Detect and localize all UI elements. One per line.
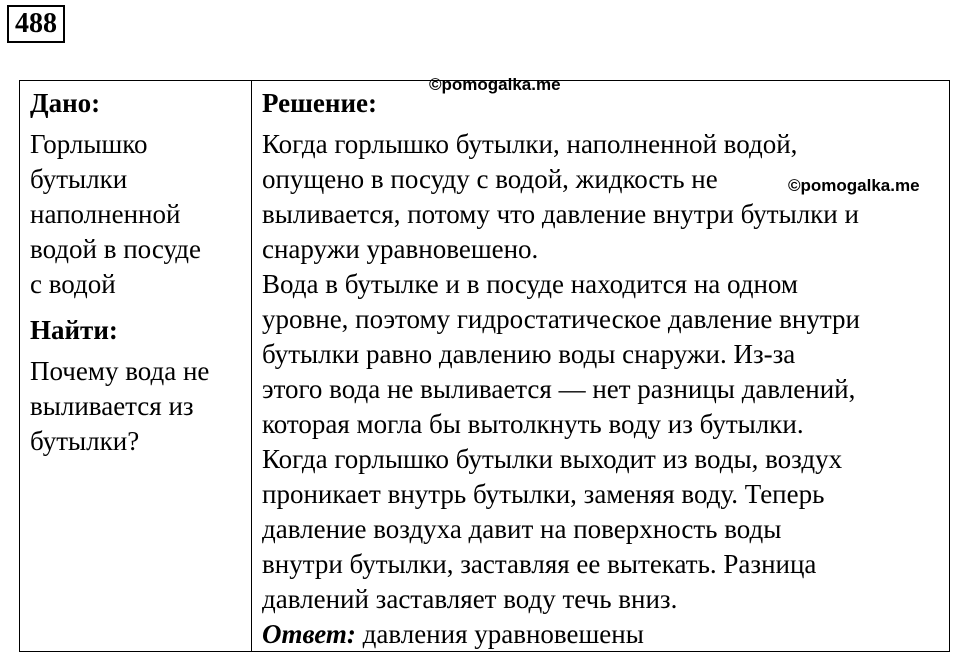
solution-line: этого вода не выливается — нет разницы давлений, (262, 374, 856, 404)
solution-line: Когда горлышко бутылки выходит из воды, воздух (262, 444, 843, 474)
solution-line: выливается, потому что давление внутри бутылки и (262, 199, 859, 229)
answer-text: давления уравновешены (355, 619, 644, 649)
find-line: бутылки? (30, 426, 140, 456)
find-text (30, 354, 241, 459)
solution-line: бутылки равно давлению воды снаружи. Из-за (262, 339, 796, 369)
solution-line: Вода в бутылке и в посуде находится на одном (262, 269, 798, 299)
given-line: Горлышко (30, 129, 148, 159)
answer-label: Ответ: (262, 619, 356, 649)
problem-number: 488 (7, 5, 65, 43)
solution-line: которая могла бы вытолкнуть воду из бутылки. (262, 409, 804, 439)
solution-line: давлений заставляет воду течь вниз. (262, 584, 678, 614)
watermark-middle: ©pomogalka.me (788, 176, 920, 195)
solution-column (252, 81, 949, 651)
given-line: водой в посуде (30, 234, 201, 264)
solution-line: давление воздуха давит на поверхность воды (262, 514, 782, 544)
given-heading: Дано: (30, 88, 101, 118)
solution-line: уровне, поэтому гидростатическое давление внутри (262, 304, 860, 334)
find-heading: Найти: (30, 315, 118, 345)
given-column (20, 81, 252, 651)
solution-line: снаружи уравновешено. (262, 234, 539, 264)
solution-line: опущено в посуду с водой, жидкость не (262, 164, 718, 194)
given-line: с водой (30, 269, 116, 299)
solution-line: Когда горлышко бутылки, наполненной водой, (262, 129, 798, 159)
find-line: Почему вода не (30, 356, 210, 386)
given-line: наполненной (30, 199, 181, 229)
find-line: выливается из (30, 391, 194, 421)
given-line: бутылки (30, 164, 128, 194)
solution-heading: Решение: (262, 88, 377, 118)
given-text (30, 127, 241, 302)
solution-table (19, 80, 950, 652)
solution-line: внутри бутылки, заставляя ее вытекать. Разница (262, 549, 817, 579)
solution-line: проникает внутрь бутылки, заменяя воду. Теперь (262, 479, 825, 509)
solution-text (262, 127, 941, 652)
watermark-top: ©pomogalka.me (429, 75, 561, 94)
answer-line (262, 617, 941, 652)
